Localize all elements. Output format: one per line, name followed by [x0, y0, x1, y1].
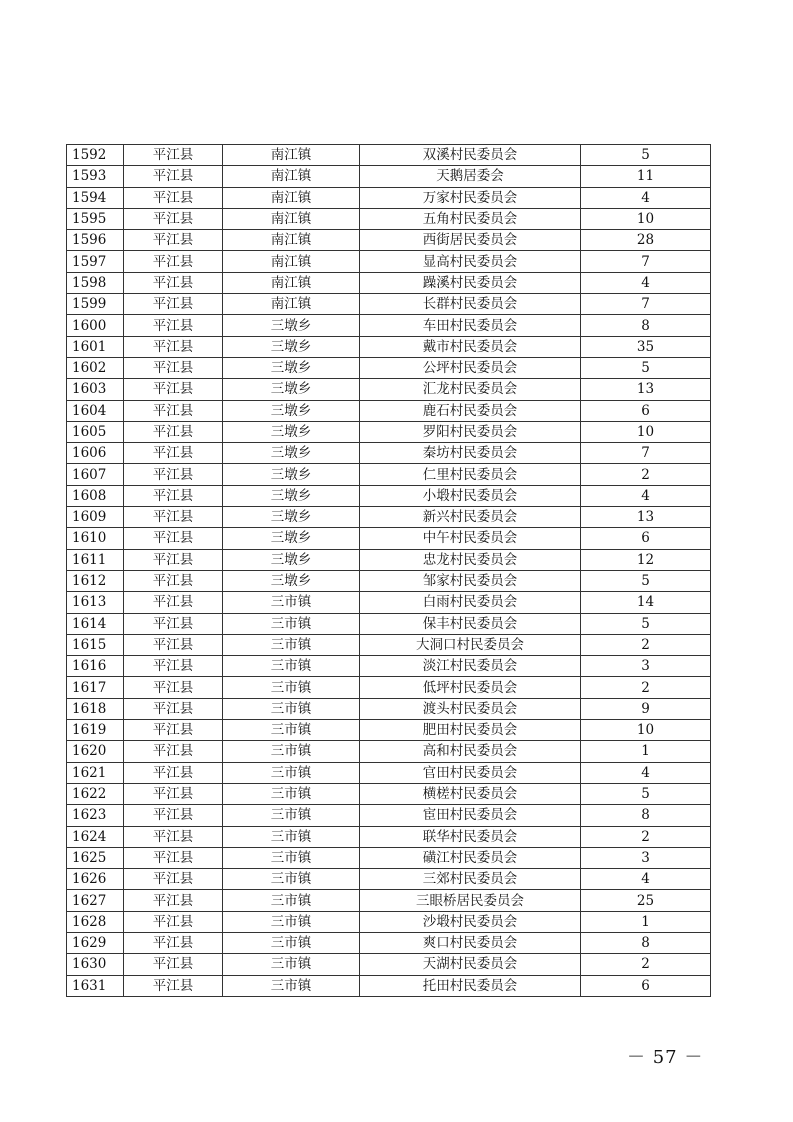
row-number-cell: 1599: [67, 294, 124, 315]
committee-cell: 官田村民委员会: [360, 762, 581, 783]
town-cell: 三市镇: [223, 932, 360, 953]
county-cell: 平江县: [124, 379, 223, 400]
row-number-cell: 1596: [67, 230, 124, 251]
row-number-cell: 1625: [67, 847, 124, 868]
row-number-cell: 1601: [67, 336, 124, 357]
committee-cell: 西街居民委员会: [360, 230, 581, 251]
row-number-cell: 1611: [67, 549, 124, 570]
table-row: [67, 379, 711, 400]
committee-cell: 天湖村民委员会: [360, 954, 581, 975]
row-number-cell: 1612: [67, 570, 124, 591]
row-number-cell: 1597: [67, 251, 124, 272]
county-cell: 平江县: [124, 805, 223, 826]
committee-cell: 新兴村民委员会: [360, 507, 581, 528]
table-row: [67, 613, 711, 634]
county-cell: 平江县: [124, 187, 223, 208]
town-cell: 三市镇: [223, 613, 360, 634]
row-number-cell: 1619: [67, 720, 124, 741]
committee-cell: 天鹅居委会: [360, 166, 581, 187]
count-cell: 25: [581, 890, 711, 911]
town-cell: 三市镇: [223, 698, 360, 719]
table-row: [67, 826, 711, 847]
committee-cell: 肥田村民委员会: [360, 720, 581, 741]
count-cell: 4: [581, 869, 711, 890]
row-number-cell: 1613: [67, 592, 124, 613]
county-cell: 平江县: [124, 656, 223, 677]
committee-cell: 鹿石村民委员会: [360, 400, 581, 421]
count-cell: 10: [581, 720, 711, 741]
table-row: [67, 485, 711, 506]
count-cell: 1: [581, 911, 711, 932]
table-row: [67, 208, 711, 229]
county-cell: 平江县: [124, 592, 223, 613]
table-row: [67, 549, 711, 570]
town-cell: 三市镇: [223, 954, 360, 975]
town-cell: 三墩乡: [223, 421, 360, 442]
county-cell: 平江县: [124, 741, 223, 762]
count-cell: 12: [581, 549, 711, 570]
row-number-cell: 1598: [67, 272, 124, 293]
table-row: [67, 251, 711, 272]
committee-cell: 白雨村民委员会: [360, 592, 581, 613]
committee-cell: 车田村民委员会: [360, 315, 581, 336]
county-cell: 平江县: [124, 251, 223, 272]
county-cell: 平江县: [124, 954, 223, 975]
town-cell: 三市镇: [223, 826, 360, 847]
count-cell: 1: [581, 741, 711, 762]
row-number-cell: 1595: [67, 208, 124, 229]
town-cell: 三市镇: [223, 783, 360, 804]
town-cell: 三墩乡: [223, 528, 360, 549]
count-cell: 4: [581, 762, 711, 783]
table-row: [67, 932, 711, 953]
count-cell: 35: [581, 336, 711, 357]
county-cell: 平江县: [124, 677, 223, 698]
town-cell: 三市镇: [223, 869, 360, 890]
committee-cell: 渡头村民委员会: [360, 698, 581, 719]
table-row: [67, 890, 711, 911]
count-cell: 13: [581, 379, 711, 400]
table-row: [67, 145, 711, 166]
count-cell: 10: [581, 208, 711, 229]
table-row: [67, 911, 711, 932]
committee-cell: 汇龙村民委员会: [360, 379, 581, 400]
county-cell: 平江县: [124, 847, 223, 868]
county-cell: 平江县: [124, 208, 223, 229]
row-number-cell: 1631: [67, 975, 124, 996]
table-row: [67, 634, 711, 655]
county-cell: 平江县: [124, 570, 223, 591]
count-cell: 8: [581, 805, 711, 826]
committee-cell: 沙塅村民委员会: [360, 911, 581, 932]
committee-cell: 长群村民委员会: [360, 294, 581, 315]
table-row: [67, 954, 711, 975]
table-row: [67, 464, 711, 485]
town-cell: 南江镇: [223, 251, 360, 272]
data-table: [66, 144, 711, 997]
town-cell: 三市镇: [223, 592, 360, 613]
row-number-cell: 1592: [67, 145, 124, 166]
table-row: [67, 400, 711, 421]
committee-cell: 显高村民委员会: [360, 251, 581, 272]
town-cell: 南江镇: [223, 208, 360, 229]
county-cell: 平江县: [124, 911, 223, 932]
count-cell: 10: [581, 421, 711, 442]
table-body: [67, 145, 711, 997]
table-row: [67, 315, 711, 336]
town-cell: 南江镇: [223, 187, 360, 208]
row-number-cell: 1617: [67, 677, 124, 698]
county-cell: 平江县: [124, 720, 223, 741]
town-cell: 三市镇: [223, 634, 360, 655]
table-row: [67, 847, 711, 868]
row-number-cell: 1610: [67, 528, 124, 549]
committee-cell: 磺江村民委员会: [360, 847, 581, 868]
committee-cell: 托田村民委员会: [360, 975, 581, 996]
committee-cell: 爽口村民委员会: [360, 932, 581, 953]
county-cell: 平江县: [124, 315, 223, 336]
town-cell: 南江镇: [223, 272, 360, 293]
committee-cell: 邹家村民委员会: [360, 570, 581, 591]
row-number-cell: 1606: [67, 443, 124, 464]
row-number-cell: 1602: [67, 357, 124, 378]
county-cell: 平江县: [124, 975, 223, 996]
table-row: [67, 357, 711, 378]
table-row: [67, 805, 711, 826]
committee-cell: 保丰村民委员会: [360, 613, 581, 634]
data-table-container: [66, 144, 710, 997]
town-cell: 三墩乡: [223, 336, 360, 357]
row-number-cell: 1629: [67, 932, 124, 953]
count-cell: 5: [581, 783, 711, 804]
row-number-cell: 1604: [67, 400, 124, 421]
table-row: [67, 272, 711, 293]
count-cell: 5: [581, 145, 711, 166]
row-number-cell: 1624: [67, 826, 124, 847]
row-number-cell: 1603: [67, 379, 124, 400]
county-cell: 平江县: [124, 400, 223, 421]
count-cell: 5: [581, 570, 711, 591]
count-cell: 28: [581, 230, 711, 251]
count-cell: 7: [581, 294, 711, 315]
row-number-cell: 1616: [67, 656, 124, 677]
county-cell: 平江县: [124, 357, 223, 378]
row-number-cell: 1607: [67, 464, 124, 485]
count-cell: 8: [581, 932, 711, 953]
count-cell: 8: [581, 315, 711, 336]
count-cell: 3: [581, 656, 711, 677]
county-cell: 平江县: [124, 826, 223, 847]
county-cell: 平江县: [124, 890, 223, 911]
committee-cell: 横槎村民委员会: [360, 783, 581, 804]
county-cell: 平江县: [124, 698, 223, 719]
county-cell: 平江县: [124, 507, 223, 528]
county-cell: 平江县: [124, 443, 223, 464]
committee-cell: 仁里村民委员会: [360, 464, 581, 485]
count-cell: 11: [581, 166, 711, 187]
town-cell: 三市镇: [223, 677, 360, 698]
page-number: － 57 －: [627, 1047, 704, 1068]
count-cell: 6: [581, 528, 711, 549]
count-cell: 7: [581, 443, 711, 464]
count-cell: 4: [581, 272, 711, 293]
row-number-cell: 1614: [67, 613, 124, 634]
committee-cell: 万家村民委员会: [360, 187, 581, 208]
county-cell: 平江县: [124, 166, 223, 187]
county-cell: 平江县: [124, 272, 223, 293]
count-cell: 2: [581, 464, 711, 485]
county-cell: 平江县: [124, 613, 223, 634]
row-number-cell: 1609: [67, 507, 124, 528]
row-number-cell: 1605: [67, 421, 124, 442]
row-number-cell: 1626: [67, 869, 124, 890]
town-cell: 三市镇: [223, 741, 360, 762]
row-number-cell: 1594: [67, 187, 124, 208]
town-cell: 三墩乡: [223, 549, 360, 570]
town-cell: 三市镇: [223, 847, 360, 868]
committee-cell: 高和村民委员会: [360, 741, 581, 762]
committee-cell: 罗阳村民委员会: [360, 421, 581, 442]
committee-cell: 三郊村民委员会: [360, 869, 581, 890]
town-cell: 三市镇: [223, 911, 360, 932]
table-row: [67, 443, 711, 464]
table-row: [67, 570, 711, 591]
table-row: [67, 230, 711, 251]
table-row: [67, 294, 711, 315]
count-cell: 2: [581, 634, 711, 655]
county-cell: 平江县: [124, 528, 223, 549]
town-cell: 南江镇: [223, 145, 360, 166]
row-number-cell: 1628: [67, 911, 124, 932]
town-cell: 三墩乡: [223, 464, 360, 485]
count-cell: 2: [581, 954, 711, 975]
count-cell: 13: [581, 507, 711, 528]
county-cell: 平江县: [124, 485, 223, 506]
table-row: [67, 762, 711, 783]
row-number-cell: 1600: [67, 315, 124, 336]
table-row: [67, 741, 711, 762]
count-cell: 9: [581, 698, 711, 719]
table-row: [67, 677, 711, 698]
county-cell: 平江县: [124, 145, 223, 166]
county-cell: 平江县: [124, 783, 223, 804]
town-cell: 三市镇: [223, 975, 360, 996]
row-number-cell: 1615: [67, 634, 124, 655]
committee-cell: 双溪村民委员会: [360, 145, 581, 166]
committee-cell: 躁溪村民委员会: [360, 272, 581, 293]
committee-cell: 五角村民委员会: [360, 208, 581, 229]
count-cell: 4: [581, 187, 711, 208]
count-cell: 5: [581, 357, 711, 378]
table-row: [67, 421, 711, 442]
county-cell: 平江县: [124, 421, 223, 442]
table-row: [67, 592, 711, 613]
table-row: [67, 528, 711, 549]
town-cell: 三墩乡: [223, 570, 360, 591]
committee-cell: 秦坊村民委员会: [360, 443, 581, 464]
county-cell: 平江县: [124, 230, 223, 251]
count-cell: 3: [581, 847, 711, 868]
town-cell: 三市镇: [223, 890, 360, 911]
county-cell: 平江县: [124, 294, 223, 315]
table-row: [67, 656, 711, 677]
count-cell: 7: [581, 251, 711, 272]
row-number-cell: 1618: [67, 698, 124, 719]
town-cell: 三墩乡: [223, 443, 360, 464]
count-cell: 6: [581, 975, 711, 996]
county-cell: 平江县: [124, 464, 223, 485]
committee-cell: 低坪村民委员会: [360, 677, 581, 698]
row-number-cell: 1621: [67, 762, 124, 783]
town-cell: 三墩乡: [223, 485, 360, 506]
count-cell: 4: [581, 485, 711, 506]
row-number-cell: 1627: [67, 890, 124, 911]
county-cell: 平江县: [124, 869, 223, 890]
committee-cell: 戴市村民委员会: [360, 336, 581, 357]
committee-cell: 宦田村民委员会: [360, 805, 581, 826]
town-cell: 三市镇: [223, 656, 360, 677]
town-cell: 三墩乡: [223, 507, 360, 528]
committee-cell: 中午村民委员会: [360, 528, 581, 549]
town-cell: 南江镇: [223, 230, 360, 251]
row-number-cell: 1620: [67, 741, 124, 762]
row-number-cell: 1623: [67, 805, 124, 826]
town-cell: 三市镇: [223, 762, 360, 783]
count-cell: 6: [581, 400, 711, 421]
count-cell: 5: [581, 613, 711, 634]
row-number-cell: 1630: [67, 954, 124, 975]
committee-cell: 联华村民委员会: [360, 826, 581, 847]
table-row: [67, 698, 711, 719]
row-number-cell: 1608: [67, 485, 124, 506]
committee-cell: 淡江村民委员会: [360, 656, 581, 677]
county-cell: 平江县: [124, 932, 223, 953]
table-row: [67, 166, 711, 187]
town-cell: 三墩乡: [223, 379, 360, 400]
county-cell: 平江县: [124, 336, 223, 357]
committee-cell: 三眼桥居民委员会: [360, 890, 581, 911]
table-row: [67, 783, 711, 804]
town-cell: 南江镇: [223, 294, 360, 315]
county-cell: 平江县: [124, 549, 223, 570]
county-cell: 平江县: [124, 634, 223, 655]
table-row: [67, 507, 711, 528]
town-cell: 三市镇: [223, 805, 360, 826]
table-row: [67, 336, 711, 357]
committee-cell: 忠龙村民委员会: [360, 549, 581, 570]
town-cell: 南江镇: [223, 166, 360, 187]
table-row: [67, 869, 711, 890]
table-row: [67, 187, 711, 208]
town-cell: 三墩乡: [223, 357, 360, 378]
count-cell: 14: [581, 592, 711, 613]
count-cell: 2: [581, 826, 711, 847]
table-row: [67, 720, 711, 741]
committee-cell: 小塅村民委员会: [360, 485, 581, 506]
town-cell: 三墩乡: [223, 400, 360, 421]
town-cell: 三市镇: [223, 720, 360, 741]
committee-cell: 大洞口村民委员会: [360, 634, 581, 655]
table-row: [67, 975, 711, 996]
row-number-cell: 1593: [67, 166, 124, 187]
town-cell: 三墩乡: [223, 315, 360, 336]
row-number-cell: 1622: [67, 783, 124, 804]
committee-cell: 公坪村民委员会: [360, 357, 581, 378]
count-cell: 2: [581, 677, 711, 698]
county-cell: 平江县: [124, 762, 223, 783]
